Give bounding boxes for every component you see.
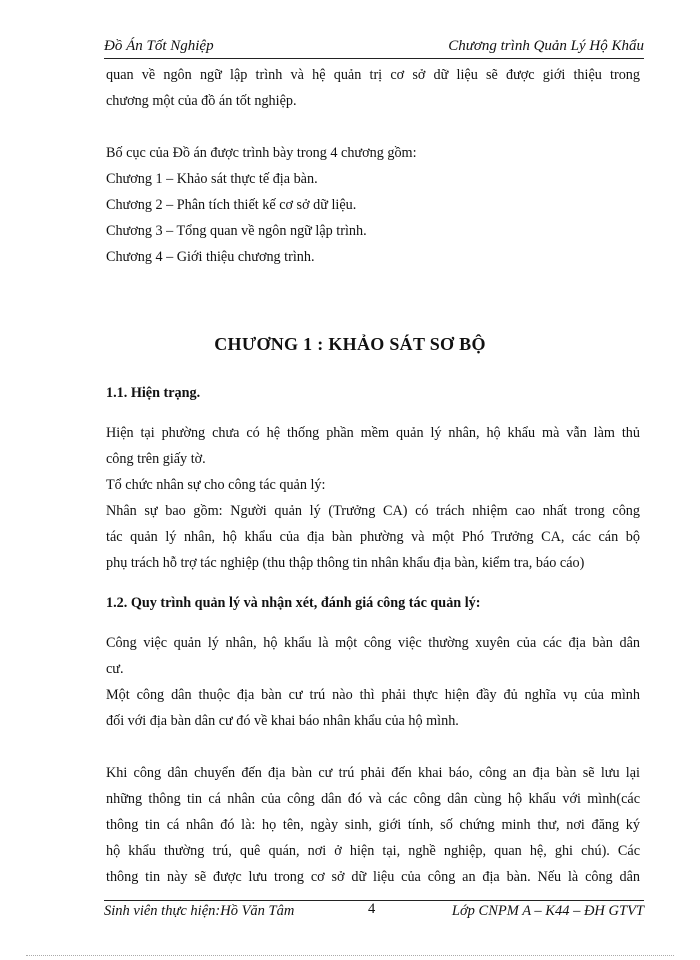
page-header [104,38,644,59]
paragraph-line: những thông tin cá nhân của công dân đó và các công dân cùng hộ khẩu với mình(các [106,791,640,807]
page-bottom-dotted-line [26,955,674,956]
chapter-title: CHƯƠNG 1 : KHẢO SÁT SƠ BỘ [214,334,486,354]
paragraph-line: tác quản lý nhân, hộ khẩu của địa bàn phường và một Phó Trưởng CA, các cán bộ [106,529,640,545]
paragraph-line: Hiện tại phường chưa có hệ thống phần mềm quản lý nhân, hộ khẩu mà vẫn làm thủ [106,425,640,441]
intro-line: quan về ngôn ngữ lập trình và hệ quản trị cơ sở dữ liệu sẽ được giới thiệu trong [106,67,640,83]
paragraph-line: Tổ chức nhân sự cho công tác quản lý: [106,477,326,493]
header-right: Chương trình Quản Lý Hộ Khẩu [448,38,644,54]
paragraph-line: phụ trách hỗ trợ tác nghiệp (thu thập thông tin nhân khẩu địa bàn, kiểm tra, báo cáo) [106,555,585,571]
intro-line: chương một của đồ án tốt nghiệp. [106,93,297,109]
section-heading: 1.2. Quy trình quản lý và nhận xét, đánh giá công tác quản lý: [106,595,481,611]
paragraph-line: thông tin này sẽ được lưu trong cơ sở dữ liệu của công an địa bàn. Nếu là công dân [106,869,640,885]
footer-left: Sinh viên thực hiện:Hồ Văn Tâm [104,903,295,919]
paragraph-line: Khi công dân chuyển đến địa bàn cư trú phải đến khai báo, công an địa bàn sẽ lưu lại [106,765,640,781]
page-number: 4 [368,901,376,917]
paragraph-line: thông tin cá nhân đó là: họ tên, ngày sinh, giới tính, số chứng minh thư, nơi đăng ký [106,817,640,833]
chapter-list-item: Chương 1 – Khảo sát thực tế địa bàn. [106,171,318,187]
chapter-list-item: Chương 4 – Giới thiệu chương trình. [106,249,315,265]
page-footer [104,903,644,920]
chapter-list-item: Chương 3 – Tổng quan về ngôn ngữ lập trình. [106,223,367,239]
footer-right: Lớp CNPM A – K44 – ĐH GTVT [451,903,644,919]
paragraph-line: đối với địa bàn dân cư đó về khai báo nhân khẩu của hộ mình. [106,713,459,729]
paragraph-line: hộ khẩu thường trú, quê quán, nơi ở hiện tại, nghề nghiệp, quan hệ, ghi chú). Các [106,843,640,859]
paragraph-line: Nhân sự bao gồm: Người quản lý (Trưởng CA) có trách nhiệm cao nhất trong công [106,503,640,519]
header-left: Đồ Án Tốt Nghiệp [104,38,214,54]
paragraph-line: Một công dân thuộc địa bàn cư trú nào thì phải thực hiện đầy đủ nghĩa vụ của mình [106,687,640,703]
paragraph-line: Công việc quản lý nhân, hộ khẩu là một công việc thường xuyên của các địa bàn dân [106,635,640,651]
chapter-list-item: Chương 2 – Phân tích thiết kế cơ sở dữ liệu. [106,197,357,213]
layout-intro: Bố cục của Đồ án được trình bày trong 4 chương gồm: [106,145,417,161]
section-heading: 1.1. Hiện trạng. [106,385,201,401]
paragraph-line: cư. [106,661,124,677]
paragraph-line: công trên giấy tờ. [106,451,206,467]
